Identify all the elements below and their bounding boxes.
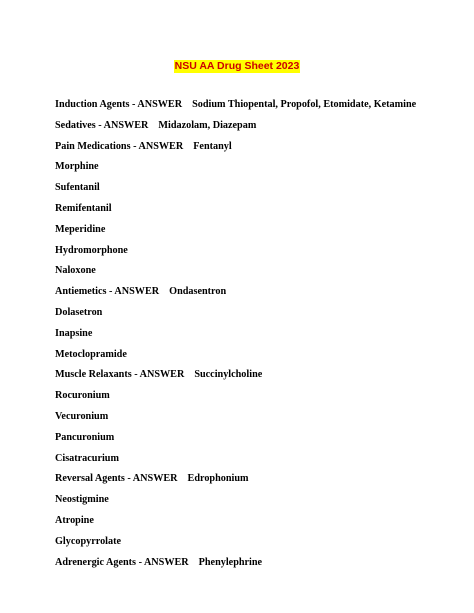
line-prompt: Remifentanil bbox=[55, 202, 112, 214]
list-item bbox=[55, 98, 455, 119]
line-prompt: Antiemetics - ANSWER bbox=[55, 286, 160, 298]
line-answer: Phenylephrine bbox=[198, 556, 263, 568]
line-prompt: Sedatives - ANSWER bbox=[55, 119, 149, 131]
list-item bbox=[55, 223, 455, 244]
line-prompt: Morphine bbox=[55, 161, 99, 173]
line-prompt: Vecuronium bbox=[55, 410, 109, 422]
list-item bbox=[55, 327, 455, 348]
line-prompt: Reversal Agents - ANSWER bbox=[55, 473, 178, 485]
list-item bbox=[55, 348, 455, 369]
line-prompt: Atropine bbox=[55, 514, 94, 526]
line-prompt: Cisatracurium bbox=[55, 452, 119, 464]
list-item bbox=[55, 285, 455, 306]
list-item bbox=[55, 431, 455, 452]
drug-list bbox=[55, 98, 455, 576]
line-prompt: Induction Agents - ANSWER bbox=[55, 99, 183, 110]
line-prompt: Hydromorphone bbox=[55, 244, 128, 256]
list-item bbox=[55, 410, 455, 431]
list-item bbox=[55, 535, 455, 556]
line-prompt: Dolasetron bbox=[55, 306, 103, 318]
list-item bbox=[55, 472, 455, 493]
line-answer: Fentanyl bbox=[193, 140, 232, 152]
line-prompt: Inapsine bbox=[55, 327, 93, 339]
list-item bbox=[55, 368, 455, 389]
line-prompt: Neostigmine bbox=[55, 494, 109, 506]
list-item bbox=[55, 452, 455, 473]
line-prompt: Pancuronium bbox=[55, 431, 115, 443]
line-prompt: Sufentanil bbox=[55, 182, 100, 194]
line-answer: Edrophonium bbox=[187, 473, 249, 485]
list-item bbox=[55, 556, 455, 577]
list-item bbox=[55, 160, 455, 181]
line-prompt: Rocuronium bbox=[55, 390, 110, 402]
title-container bbox=[0, 56, 474, 74]
line-prompt: Metoclopramide bbox=[55, 348, 127, 360]
line-prompt: Naloxone bbox=[55, 265, 96, 277]
list-item bbox=[55, 202, 455, 223]
line-answer: Midazolam, Diazepam bbox=[158, 119, 257, 131]
document-title: NSU AA Drug Sheet 2023 bbox=[174, 60, 300, 72]
list-item bbox=[55, 181, 455, 202]
line-answer: Ondasentron bbox=[169, 286, 227, 298]
line-answer: Succinylcholine bbox=[194, 369, 263, 381]
line-prompt: Meperidine bbox=[55, 223, 106, 235]
line-prompt: Muscle Relaxants - ANSWER bbox=[55, 369, 185, 381]
line-prompt: Pain Medications - ANSWER bbox=[55, 140, 184, 152]
line-prompt: Glycopyrrolate bbox=[55, 535, 122, 547]
list-item bbox=[55, 389, 455, 410]
list-item bbox=[55, 493, 455, 514]
list-item bbox=[55, 140, 455, 161]
list-item bbox=[55, 264, 455, 285]
list-item bbox=[55, 244, 455, 265]
line-prompt: Adrenergic Agents - ANSWER bbox=[55, 556, 189, 568]
list-item bbox=[55, 514, 455, 535]
line-answer: Sodium Thiopental, Propofol, Etomidate, Ketamine bbox=[192, 99, 417, 110]
list-item bbox=[55, 119, 455, 140]
list-item bbox=[55, 306, 455, 327]
